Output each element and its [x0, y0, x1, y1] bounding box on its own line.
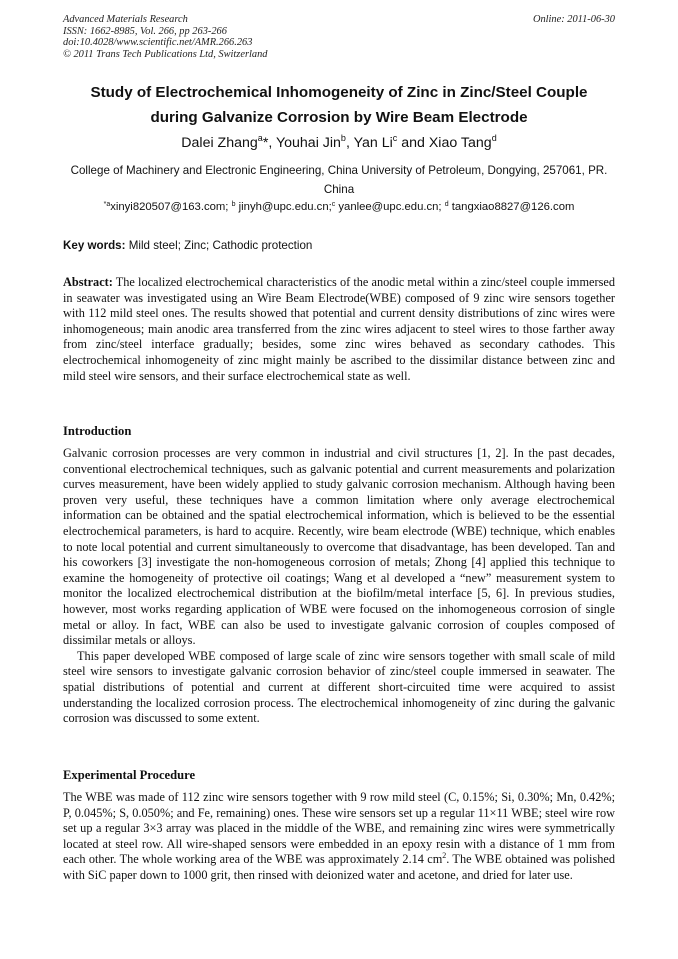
author-3: Yan Li: [353, 135, 393, 151]
author-3-affil-mark: c: [392, 133, 398, 143]
author-4-affil-mark: d: [491, 133, 497, 143]
introduction-section: [63, 446, 615, 727]
email-b-link[interactable]: jinyh@upc.edu.cn;: [235, 201, 332, 213]
abstract: [63, 275, 615, 384]
introduction-paragraph-2: This paper developed WBE composed of large scale of zinc wire sensors together with small scale of mild steel wire sensors to investigate galvanic corrosion behavior of zinc/steel couple immersed in seawater. The spatial distributions of potential and current at different short-circuited time were acquired to assist understanding the localized corrosion process. The electrochemical inhomogeneity of zinc during the galvanic corrosion was discussed to some extent.: [63, 648, 615, 726]
experimental-text-b: . The WBE obtained was polished with SiC paper down to 1000 grit, then rinsed with deionized water and acetone, and dried for later use.: [63, 852, 615, 882]
author-separator: ,: [345, 135, 354, 151]
area-unit-superscript: 2: [442, 851, 447, 861]
experimental-text-a: The WBE was made of 112 zinc wire sensors together with 9 row mild steel (C, 0.15%; Si, 0.30%; Mn, 0.42%; P, 0.045%; S, 0.050%; and Fe, remaining) ones. These wire sensors set up a regular 11×11 WBE; steel wire row set up a regular 3×3 array was placed in the middle of the WBE, and remaining zinc wires were symmetrically located at steel row. All wire-shaped sensors were embedded in an epoxy resin with a distance of 1 mm from each other. The whole working area of the WBE was approximately 2.14 cm: [63, 790, 615, 867]
issn-line: ISSN: 1662-8985, Vol. 266, pp 263-266: [63, 25, 227, 37]
email-mark-b: b: [231, 201, 236, 208]
email-c-link[interactable]: yanlee@upc.edu.cn;: [335, 201, 445, 213]
author-4: Xiao Tang: [428, 135, 492, 151]
keywords: [63, 238, 615, 254]
title-line-1: Study of Electrochemical Inhomogeneity of Zinc in Zinc/Steel Couple: [90, 84, 588, 101]
abstract-text: The localized electrochemical characteristics of the anodic metal within a zinc/steel couple immersed in seawater was investigated using an Wire Beam Electrode(WBE) composed of 9 zinc wire sensors together with 112 mild steel ones. The results showed that potential and current density distributions of zinc wires were inhomogeneous; main anodic area transferred from the zinc wires adjacent to steel wires to those farther away from zinc/steel interface gradually; besides, some zinc wires behaved as secondary cathodes. This electrochemical inhomogeneity of zinc might mainly be ascribed to the dissimilar distance between zinc and mild steel wire sensors, and their surface electrochemical state as well.: [63, 275, 615, 383]
experimental-section: [63, 790, 615, 884]
abstract-label: Abstract:: [63, 275, 113, 289]
journal-name: Advanced Materials Research: [63, 14, 188, 25]
author-list: [40, 133, 638, 153]
author-and: and: [397, 135, 429, 151]
experimental-heading: Experimental Procedure: [63, 768, 196, 782]
online-date: Online: 2011-06-30: [532, 14, 615, 25]
email-mark-d: d: [444, 201, 449, 208]
doi-line: doi:10.4028/www.scientific.net/AMR.266.263: [63, 37, 253, 49]
corresponding-mark: *,: [262, 135, 276, 151]
paper-title: [40, 80, 638, 130]
author-2: Youhai Jin: [275, 135, 341, 151]
email-mark-c: c: [331, 201, 336, 208]
email-a-link[interactable]: xinyi820507@163.com;: [110, 201, 232, 213]
author-1-affil-mark: a: [257, 133, 263, 143]
introduction-paragraph-1: Galvanic corrosion processes are very common in industrial and civil structures [1, 2]. In the past decades, conventional electrochemical techniques, such as galvanic potential and current measurements and polarization curves measurement, have been widely applied to study galvanic corrosion mechanism. Although having been proven very useful, these techniques have a common limitation where only average electrochemical information can be obtained and the spatial electrochemical information, which is believed to be the essential electrochemical parameters, is hard to acquire. Recently, wire beam electrode (WBE) technique, which enables to note local potential and current simultaneously to overcome that disadvantage, has been developed. Tan and his coworkers [3] investigate the non-homogeneous corrosion of metals; Zhong [4] applied this technique to examine the homogeneity of protective oil coatings; Wang et al developed a “new” measurement system to monitor the localized electrochemical distribution at the biofilm/metal interface [5, 6]. In previous studies, however, most works regarding application of WBE were focused on the inhomogeneous corrosion of single metal or alloy. In fact, WBE can also be used to investigate galvanic corrosion of couples composed of dissimilar metals or alloys.: [63, 446, 615, 648]
keywords-text: Mild steel; Zinc; Cathodic protection: [125, 239, 313, 252]
author-2-affil-mark: b: [340, 133, 346, 143]
keywords-label: Key words:: [63, 239, 126, 252]
copyright-line: © 2011 Trans Tech Publications Ltd, Switzerland: [63, 48, 268, 60]
journal-header: [63, 14, 615, 60]
email-d-link[interactable]: tangxiao8827@126.com: [448, 201, 575, 213]
author-1: Dalei Zhang: [181, 135, 258, 151]
email-mark-a: *a: [103, 201, 111, 208]
affiliation: College of Machinery and Electronic Engineering, China University of Petroleum, Dongying, 257061, PR. China: [70, 164, 608, 196]
introduction-heading: Introduction: [63, 424, 132, 438]
title-line-2: during Galvanize Corrosion by Wire Beam Electrode: [150, 109, 528, 126]
author-emails: [40, 199, 638, 215]
